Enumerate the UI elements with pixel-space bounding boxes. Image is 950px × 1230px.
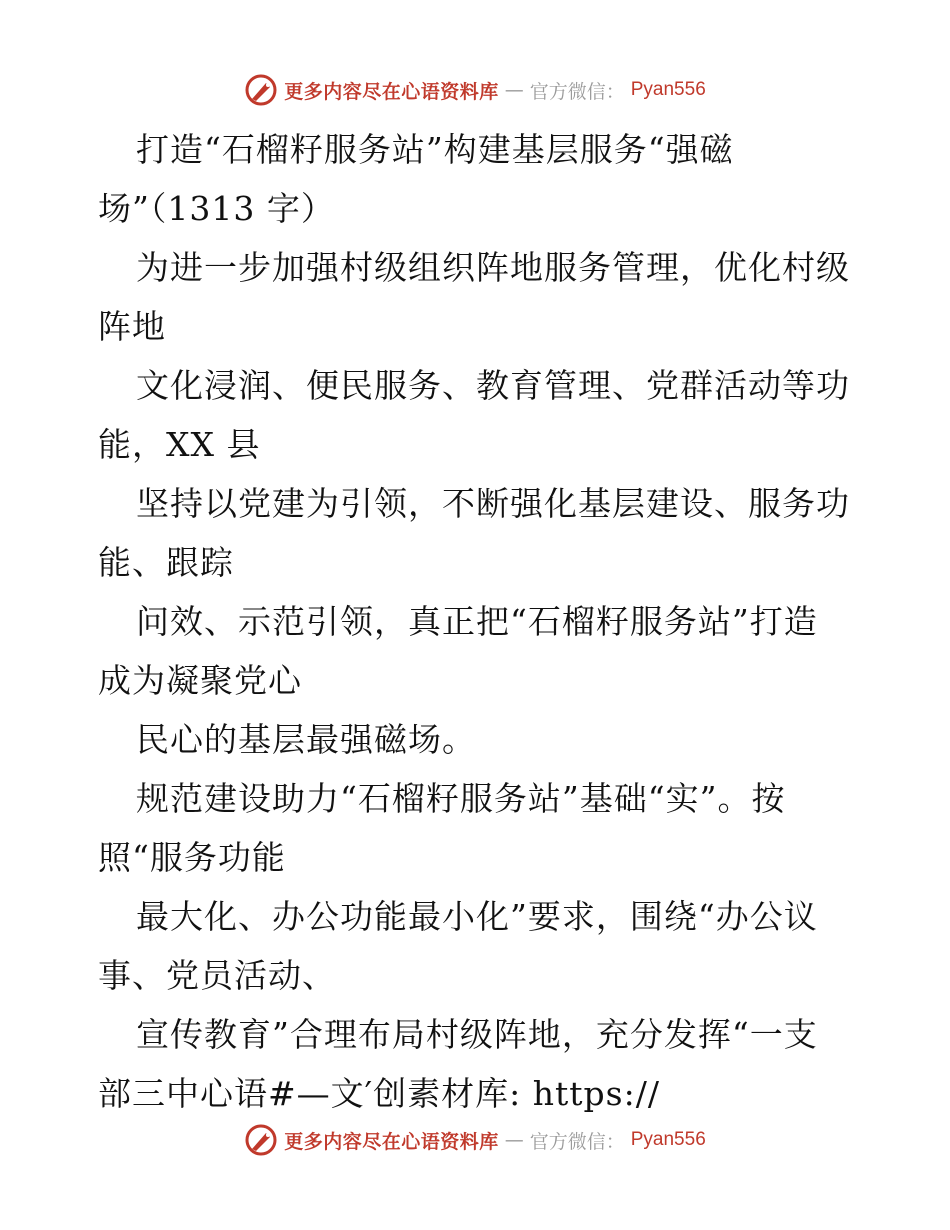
header-watermark — [0, 70, 950, 110]
watermark-separator: — — [504, 79, 524, 101]
text-line: 能，XX 县 — [98, 425, 261, 464]
text-line: 为进一步加强村级组织阵地服务管理，优化村级 — [136, 248, 850, 287]
watermark-text: 更多内容尽在心语资料库 — [284, 1130, 499, 1153]
text-line: 坚持以党建为引领，不断强化基层建设、服务功 — [136, 484, 850, 523]
text-line: 部三中心语#—文′创素材库: https:// — [98, 1074, 660, 1113]
document-body — [98, 120, 858, 1123]
watermark-id: Pyan556 — [630, 1129, 706, 1150]
text-line: 文化浸润、便民服务、教育管理、党群活动等功 — [136, 366, 850, 405]
text-line: 宣传教育”合理布局村级阵地，充分发挥“一支 — [136, 1015, 818, 1054]
text-line: 规范建设助力“石榴籽服务站”基础“实”。按 — [136, 779, 786, 818]
pen-logo-icon — [244, 1123, 278, 1157]
watermark-id: Pyan556 — [630, 79, 706, 100]
watermark-label: 官方微信： — [529, 80, 625, 103]
text-line: 能、跟踪 — [98, 543, 234, 582]
text-line: 照“服务功能 — [98, 838, 286, 877]
text-line: 场”（1313 字） — [98, 189, 335, 228]
footer-watermark — [0, 1120, 950, 1160]
text-line: 事、党员活动、 — [98, 956, 336, 995]
watermark-separator: — — [504, 1129, 524, 1151]
watermark-label: 官方微信： — [529, 1130, 625, 1153]
text-line: 问效、示范引领，真正把“石榴籽服务站”打造 — [136, 602, 818, 641]
watermark-text: 更多内容尽在心语资料库 — [284, 80, 499, 103]
text-line: 成为凝聚党心 — [98, 661, 302, 700]
text-line: 打造“石榴籽服务站”构建基层服务“强磁 — [136, 130, 734, 169]
pen-logo-icon — [244, 73, 278, 107]
text-line: 阵地 — [98, 307, 166, 346]
text-line: 最大化、办公功能最小化”要求，围绕“办公议 — [136, 897, 818, 936]
text-line: 民心的基层最强磁场。 — [136, 720, 476, 759]
